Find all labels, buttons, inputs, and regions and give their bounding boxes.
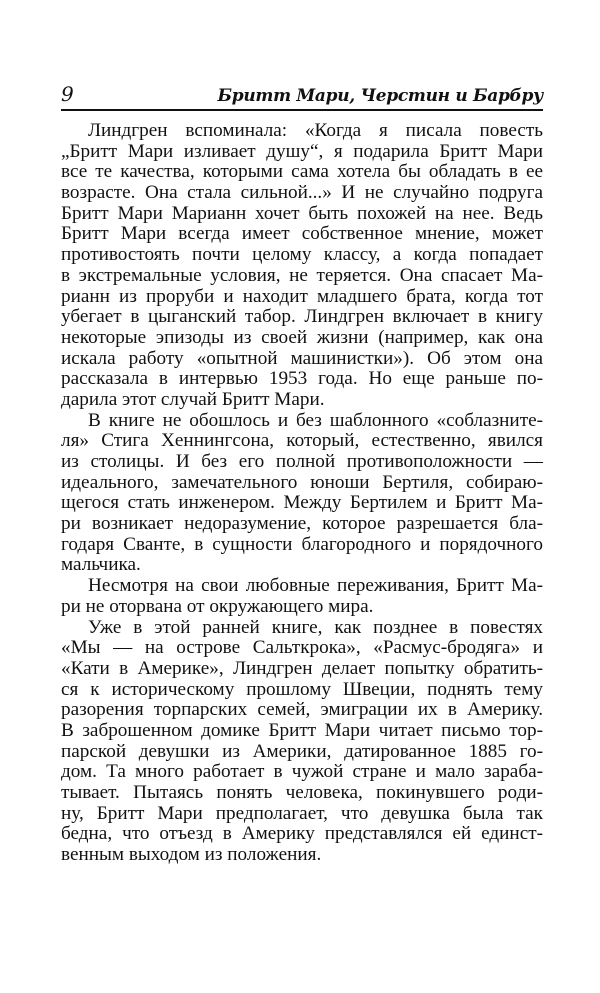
text-line: „Бритт Мари изливает душу“, я подарила Бритт Мари bbox=[61, 140, 543, 162]
text-line: противостоять почти целому классу, а когда попадает bbox=[61, 244, 543, 266]
text-line: Линдгрен вспоминала: «Когда я писала повесть bbox=[88, 120, 543, 141]
text-line: все те качества, которыми сама хотела бы обладать в ее bbox=[61, 161, 543, 183]
text-line: годаря Сванте, в сущности благородного и порядочного bbox=[61, 533, 543, 555]
text-line: щегося стать инженером. Между Бертилем и Бритт Ма- bbox=[61, 492, 543, 514]
page-body bbox=[61, 121, 543, 866]
text-line: рианн из проруби и находит младшего брата, когда тот bbox=[61, 285, 543, 307]
paragraph bbox=[61, 411, 543, 577]
text-line: В заброшенном домике Бритт Мари читает письмо тор- bbox=[61, 719, 543, 741]
text-line: Бритт Мари всегда имеет собственное мнение, может bbox=[61, 223, 543, 245]
paragraph bbox=[61, 576, 543, 617]
text-line: возрасте. Она стала сильной...» И не случайно подруга bbox=[61, 182, 543, 204]
text-line: Уже в этой ранней книге, как позднее в повестях bbox=[88, 616, 543, 638]
text-line: из столицы. И без его полной противоположности — bbox=[61, 451, 543, 472]
text-line: венным выходом из положения. bbox=[61, 844, 322, 866]
text-line: бедна, что отъезд в Америку представлялся ей единст- bbox=[61, 823, 543, 845]
page-header bbox=[61, 74, 543, 106]
running-title: Бритт Мари, Черстин и Барбру bbox=[217, 86, 543, 106]
text-line: парской девушки из Америки, датированное 1885 го- bbox=[61, 740, 543, 762]
text-line: Бритт Мари Марианн хочет быть похожей на нее. Ведь bbox=[61, 202, 543, 224]
text-line: некоторые эпизоды из своей жизни (например, как она bbox=[61, 326, 543, 348]
text-line: ну, Бритт Мари предполагает, что девушка была так bbox=[61, 802, 543, 824]
header-rule bbox=[61, 109, 543, 111]
text-line: дом. Та много работает в чужой стране и мало зараба- bbox=[61, 761, 543, 783]
text-line: искала работу «опытной машинистки»). Об этом она bbox=[61, 347, 543, 369]
text-line: тывает. Пытаясь понять человека, покинувшего роди- bbox=[61, 782, 543, 803]
text-line: «Кати в Америке», Линдгрен делает попытку обратить- bbox=[61, 657, 543, 679]
text-line: ри не оторвана от окружающего мира. bbox=[61, 595, 374, 617]
text-line: дарила этот случай Бритт Мари. bbox=[61, 388, 325, 410]
text-line: убегает в цыганский табор. Линдгрен включает в книгу bbox=[61, 306, 543, 328]
text-line: рассказала в интервью 1953 года. Но еще раньше по- bbox=[61, 368, 543, 390]
paragraph bbox=[61, 121, 543, 411]
text-line: Несмотря на свои любовные переживания, Бритт Ма- bbox=[88, 575, 543, 597]
text-line: в экстремальные условия, не теряется. Она спасает Ма- bbox=[61, 264, 543, 286]
text-line: «Мы — на острове Сальткрока», «Расмус-бродяга» и bbox=[61, 637, 543, 659]
text-line: В книге не обошлось и без шаблонного «соблазните- bbox=[88, 409, 543, 431]
paragraph bbox=[61, 618, 543, 866]
text-line: ля» Стига Хеннингсона, который, естественно, явился bbox=[61, 430, 543, 452]
text-line: идеального, замечательного юноши Бертиля, собираю- bbox=[61, 471, 543, 493]
text-line: разорения торпарских семей, эмиграции их в Америку. bbox=[61, 699, 543, 721]
text-line: ся к историческому прошлому Швеции, поднять тему bbox=[61, 678, 543, 700]
text-line: ри возникает недоразумение, которое разрешается бла- bbox=[61, 513, 543, 535]
text-line: мальчика. bbox=[61, 554, 141, 576]
page-number: 9 bbox=[61, 82, 74, 106]
